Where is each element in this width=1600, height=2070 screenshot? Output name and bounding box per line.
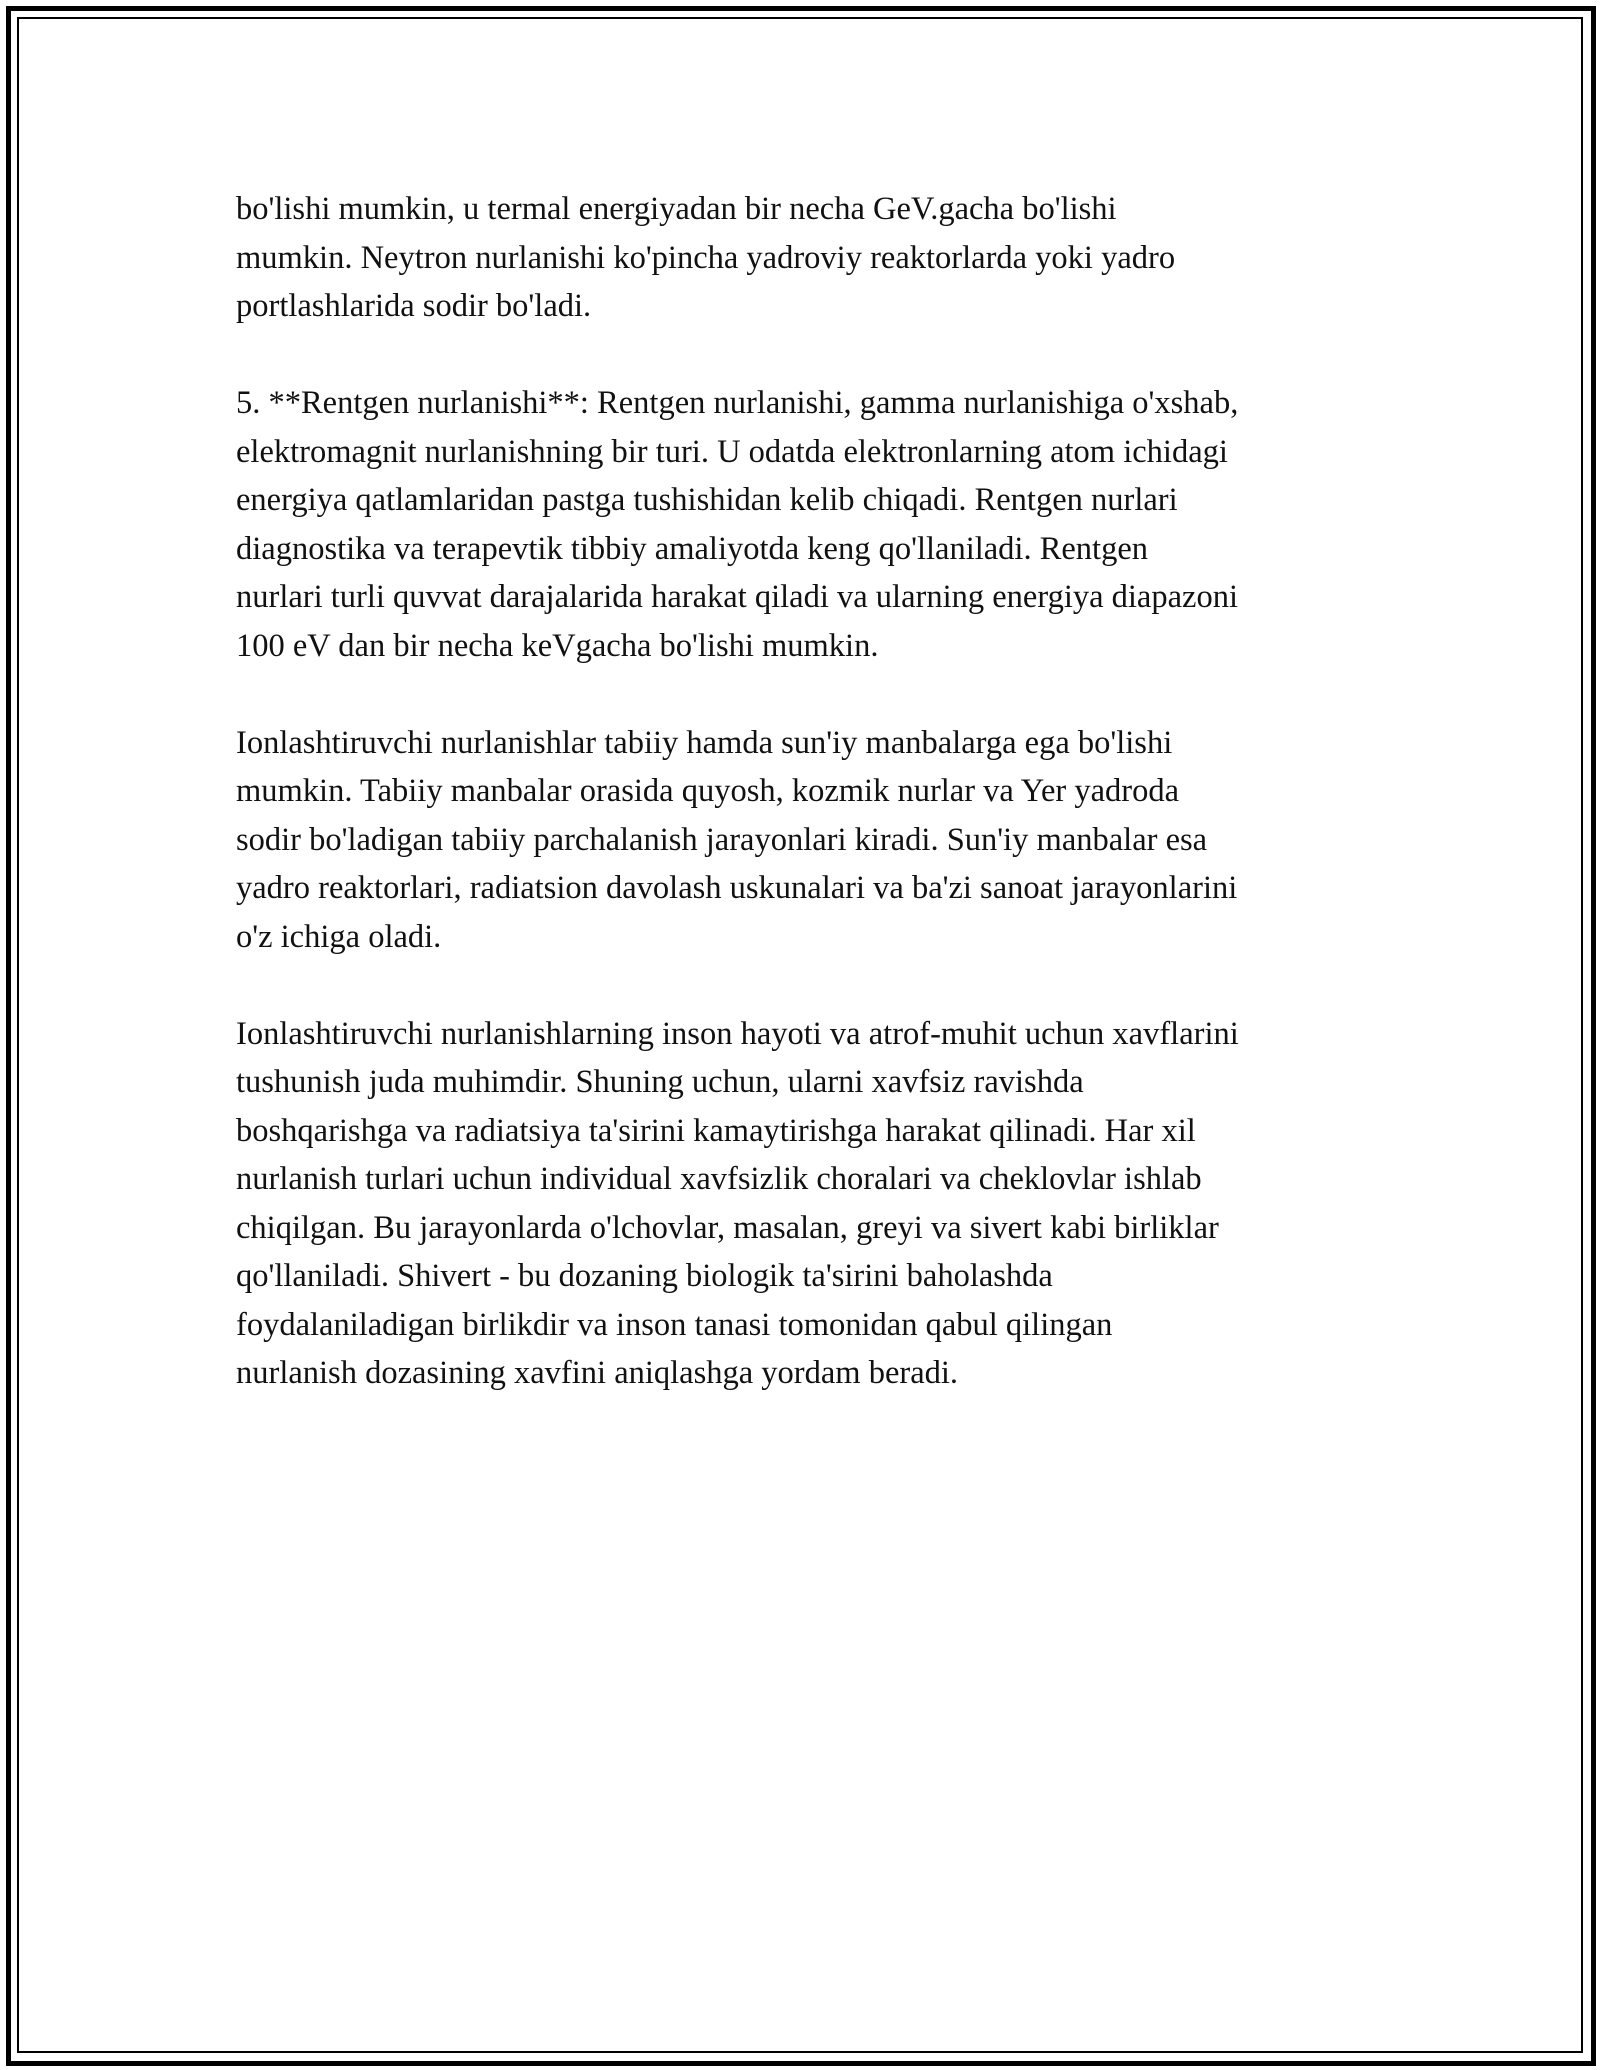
paragraph-radiation-safety: Ionlashtiruvchi nurlanishlarning inson hayoti va atrof-muhit uchun xavflarini tushunish juda muhimdir. Shuning uchun, ularni xavfsiz ravishda boshqarishga va radiatsiya ta'sirini kamaytirishga harakat qilinadi. Har xil nurlanish turlari uchun individual xavfsizlik choralari va cheklovlar ishlab chiqilgan. Bu jarayonlarda o'lchovlar, masalan, greyi va sivert kabi birliklar qo'llaniladi. Shivert - bu dozaning biologik ta'sirini baholashda foydalaniladigan birlikdir va inson tanasi tomonidan qabul qilingan nurlanish dozasining xavfini aniqlashga yordam beradi. [236, 1015, 1239, 1391]
document-body [236, 185, 1376, 1446]
paragraph-xray-radiation: 5. **Rentgen nurlanishi**: Rentgen nurlanishi, gamma nurlanishiga o'xshab, elektromagnit nurlanishning bir turi. U odatda elektronlarning atom ichidagi energiya qatlamlaridan pastga tushishidan kelib chiqadi. Rentgen nurlari diagnostika va terapevtik tibbiy amaliyotda keng qo'llaniladi. Rentgen nurlari turli quvvat darajalarida harakat qiladi va ularning energiya diapazoni 100 eV dan bir necha keVgacha bo'lishi mumkin. [236, 385, 1239, 664]
paragraph-neutron-continuation: bo'lishi mumkin, u termal energiyadan bir necha GeV.gacha bo'lishi mumkin. Neytron nurlanishi ko'pincha yadroviy reaktorlarda yoki yadro portlashlarida sodir bo'ladi. [236, 191, 1176, 324]
paragraph-radiation-sources: Ionlashtiruvchi nurlanishlar tabiiy hamda sun'iy manbalarga ega bo'lishi mumkin. Tabiiy manbalar orasida quyosh, kozmik nurlar va Yer yadroda sodir bo'ladigan tabiiy parchalanish jarayonlari kiradi. Sun'iy manbalar esa yadro reaktorlari, radiatsion davolash uskunalari va ba'zi sanoat jarayonlarini o'z ichiga oladi. [236, 724, 1238, 955]
